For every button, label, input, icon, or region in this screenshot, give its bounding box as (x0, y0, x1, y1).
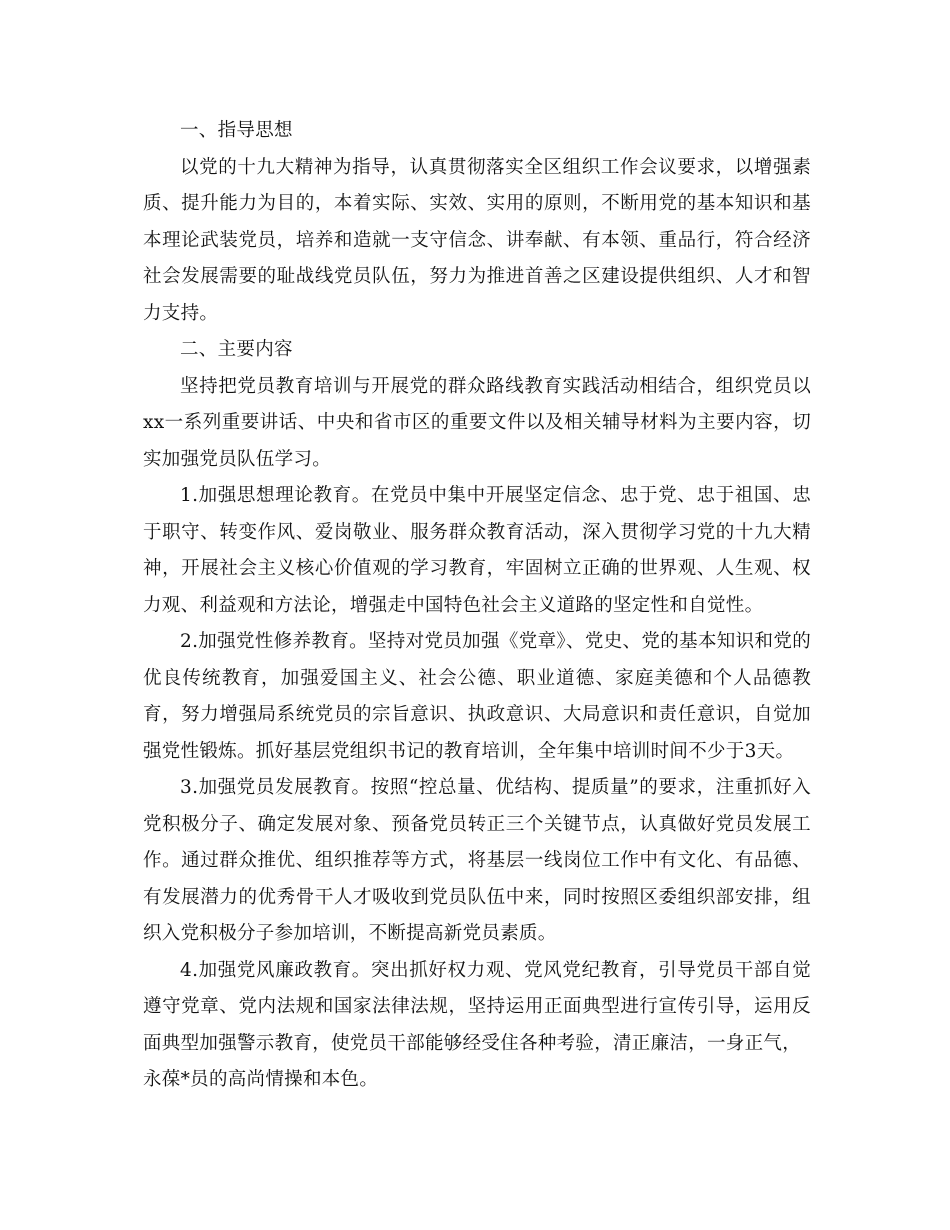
item-integrity-education-line: 永葆*员的高尚情操和本色。 (143, 1069, 379, 1090)
item-member-development-education: 3.加强党员发展教育。按照“控总量、优结构、提质量”的要求，注重抓好入党积极分子、确定发展对象、预备党员转正三个关键节点，认真做好党员发展工作。通过群众推优、组织推荐等方式，将基层一线岗位工作中有文化、有品德、有发展潜力的优秀骨干人才吸收到党员队伍中来，同时按照区委组织部安排，组织入党积极分子参加培训，不断提高新党员素质。 (143, 777, 811, 944)
item-integrity-education (143, 953, 811, 1099)
document-body (143, 113, 811, 1099)
item-party-spirit-education: 2.加强党性修养教育。坚持对党员加强《党章》、党史、党的基本知识和党的优良传统教育，加强爱国主义、社会公德、职业道德、家庭美德和个人品德教育，努力增强局系统党员的宗旨意识、执政意识、大局意识和责任意识，自觉加强党性锻炼。抓好基层党组织书记的教育培训，全年集中培训时间不少于3天。 (143, 631, 811, 762)
section-heading-main-content: 二、主要内容 (180, 339, 293, 360)
item-integrity-education-line: 4.加强党风廉政教育。突出抓好权力观、党风党纪教育，引导党员干部自觉遵守党章、党内法规和国家法律法规，坚持运用正面典型进行宣传引导，运用反面典型加强警示教育，使党员干部能够经受住各种考验，清正廉洁，一身正气， (143, 959, 811, 1054)
section-heading-guiding-thought: 一、指导思想 (180, 120, 293, 141)
paragraph-main-content: 坚持把党员教育培训与开展党的群众路线教育实践活动相结合，组织党员以xx一系列重要讲话、中央和省市区的重要文件以及相关辅导材料为主要内容，切实加强党员队伍学习。 (143, 375, 811, 470)
paragraph-guiding-thought: 以党的十九大精神为指导，认真贯彻落实全区组织工作会议要求，以增强素质、提升能力为目的，本着实际、实效、实用的原则，不断用党的基本知识和基本理论武装党员，培养和造就一支守信念、讲奉献、有本领、重品行，符合经济社会发展需要的耻战线党员队伍，努力为推进首善之区建设提供组织、人才和智力支持。 (143, 156, 811, 324)
item-theory-education: 1.加强思想理论教育。在党员中集中开展坚定信念、忠于党、忠于祖国、忠于职守、转变作风、爱岗敬业、服务群众教育活动，深入贯彻学习党的十九大精神，开展社会主义核心价值观的学习教育，牢固树立正确的世界观、人生观、权力观、利益观和方法论，增强走中国特色社会主义道路的坚定性和自觉性。 (143, 485, 811, 616)
